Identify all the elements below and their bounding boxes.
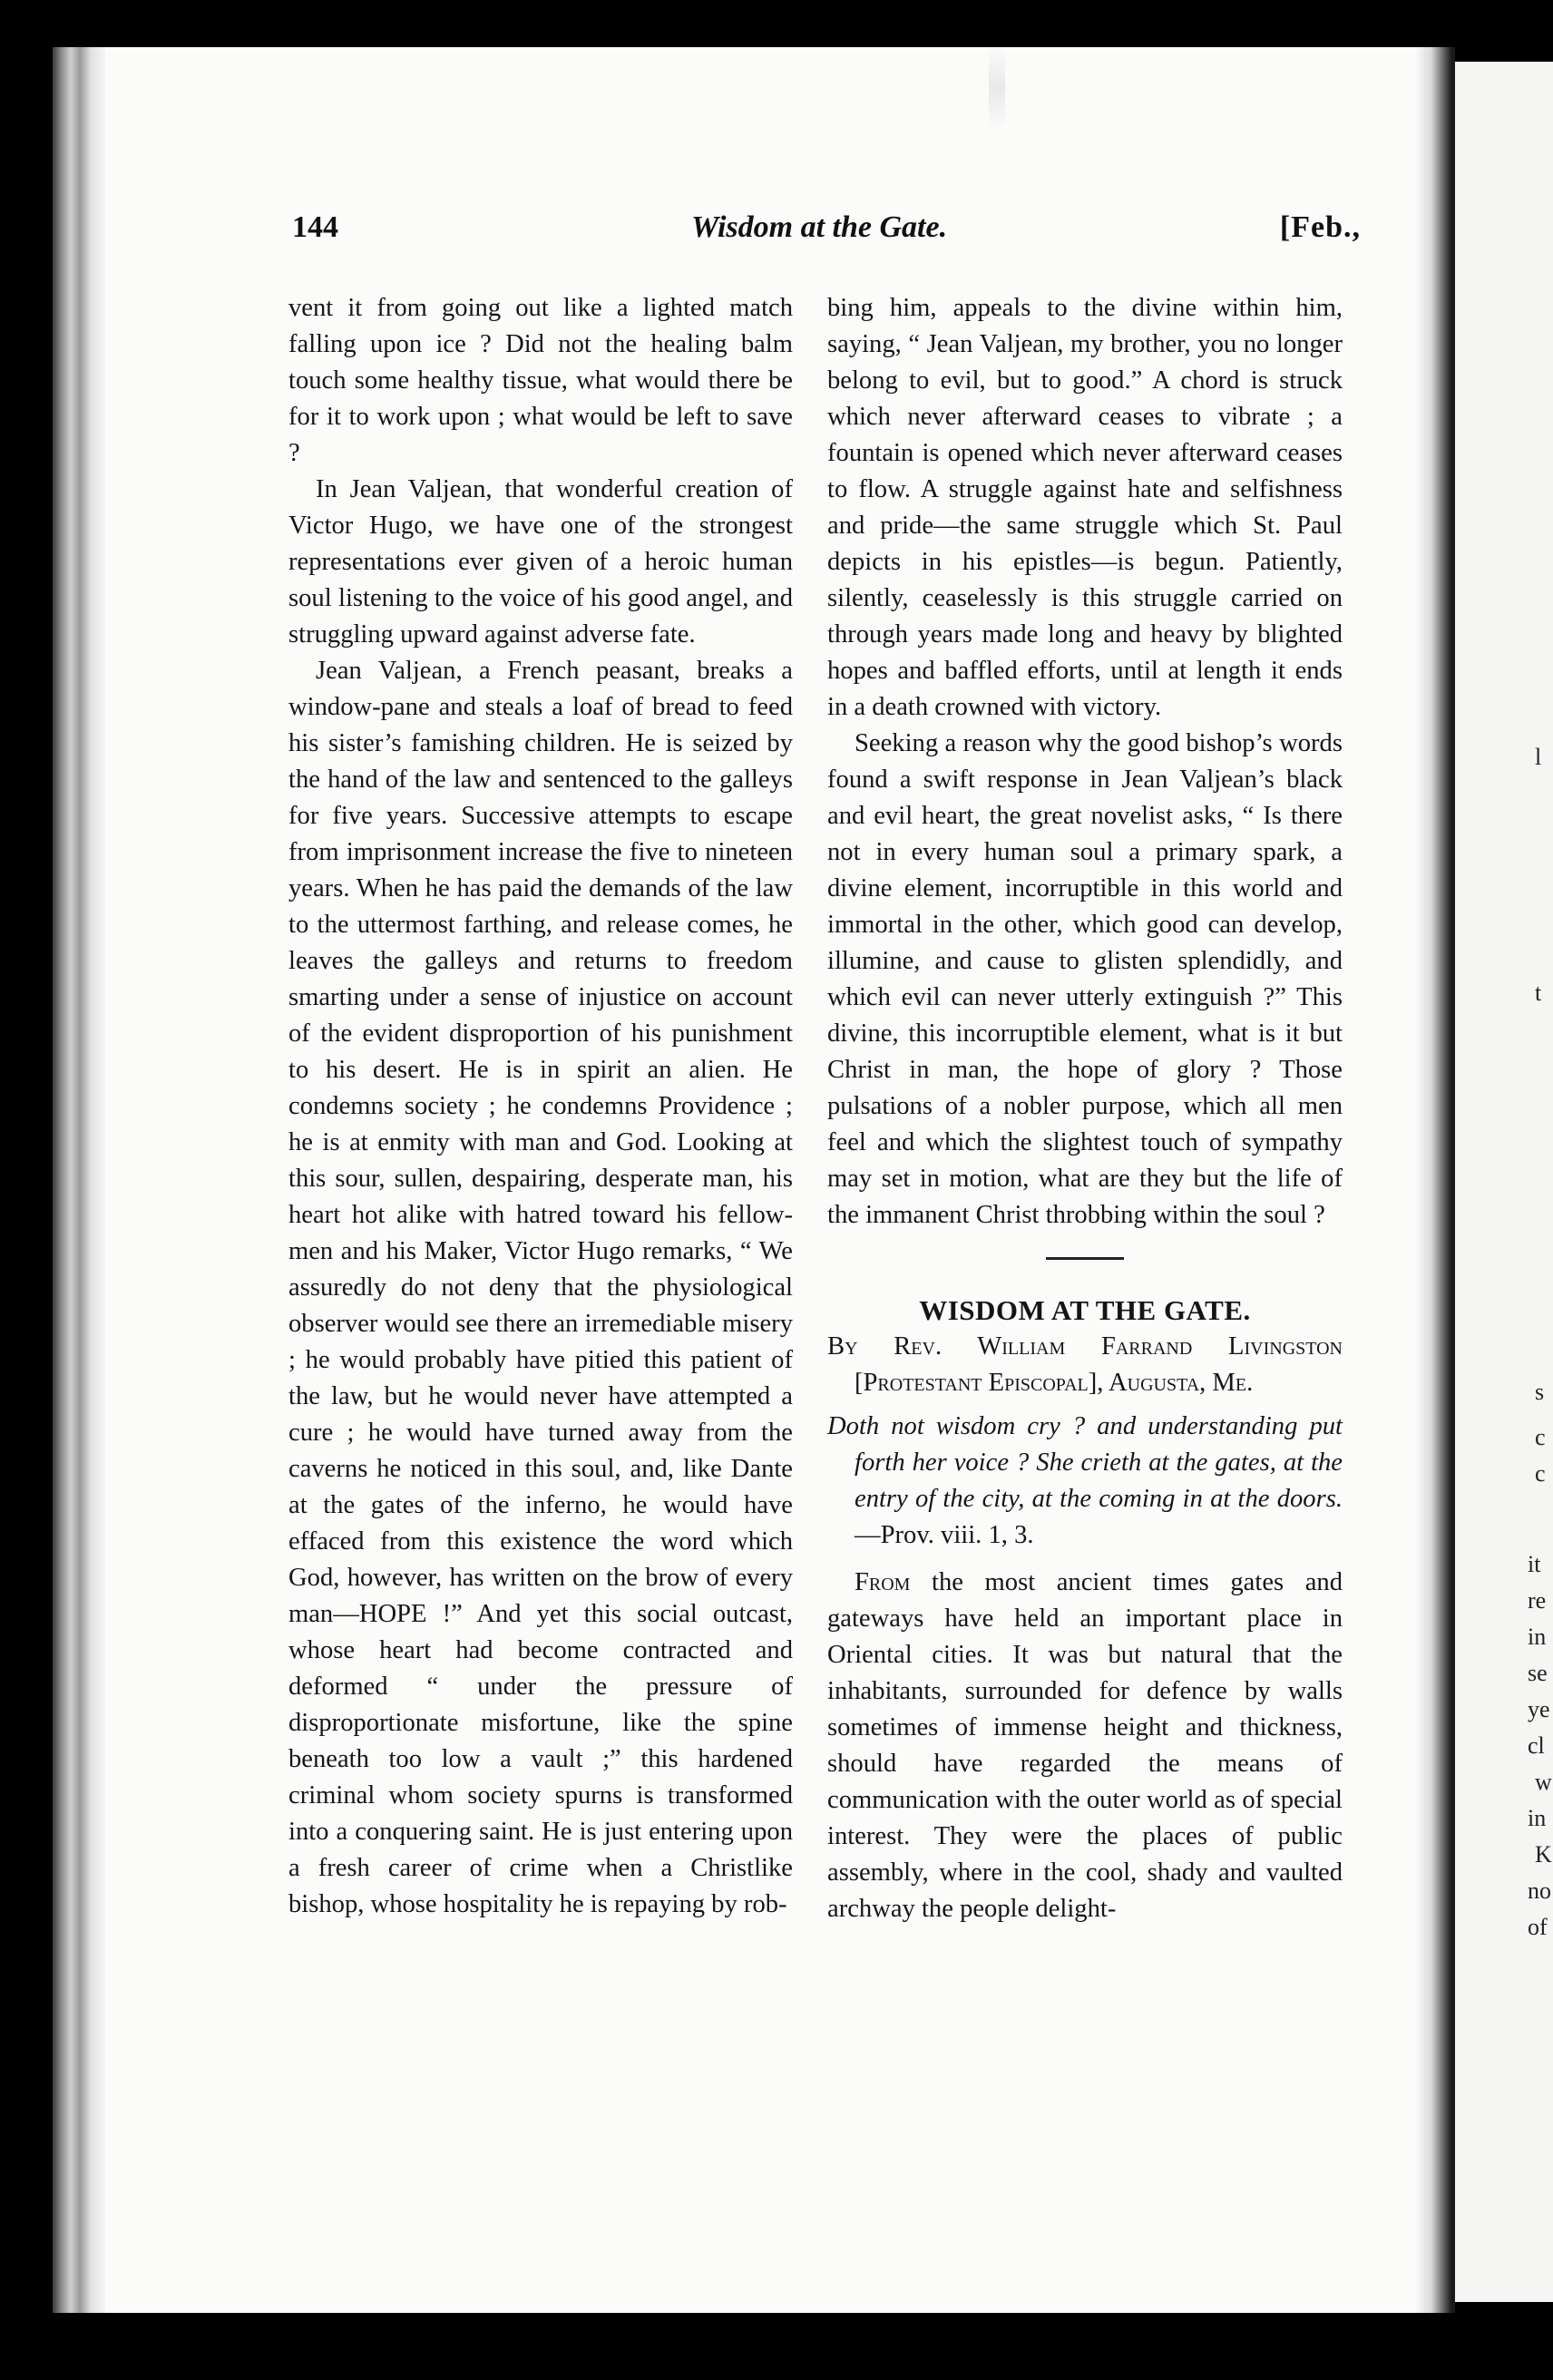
facing-page-fragment: s xyxy=(1535,1379,1545,1405)
epigraph-reference: —Prov. viii. 1, 3. xyxy=(855,1521,1034,1549)
facing-page-fragment: no xyxy=(1528,1878,1551,1904)
paragraph xyxy=(827,1565,1343,1927)
page-edge-stack xyxy=(53,47,105,2313)
facing-page-fragment: in xyxy=(1528,1805,1547,1831)
running-title: Wisdom at the Gate. xyxy=(691,210,948,244)
facing-page-fragment: t xyxy=(1535,980,1542,1006)
paragraph: In Jean Valjean, that wonderful creation of Victor Hugo, we have one of the strongest representations ever given of a heroic human soul listening to the voice of his good angel, and struggling upward against adverse fate. xyxy=(288,475,793,649)
facing-page-fragment: w xyxy=(1535,1769,1552,1795)
facing-page-fragment: of xyxy=(1528,1914,1548,1940)
running-header xyxy=(292,210,1361,256)
book-gutter xyxy=(1415,47,1455,2313)
facing-page-fragment: in xyxy=(1528,1624,1547,1650)
byline: By Rev. William Farrand Livingston [Protestant Episcopal], Augusta, Me. xyxy=(827,1332,1343,1397)
paragraph: Jean Valjean, a French peasant, breaks a window-pane and steals a loaf of bread to feed his sister’s famishing children. He is seized by the hand of the law and sentenced to the galleys for five years. Successive attempts to escape from imprisonment increase the five to nineteen years. When he has paid the demands of the law to the uttermost farthing, and release comes, he leaves the galleys and returns to freedom smarting under a sense of injustice on account of the evident disproportion of his punishment to his desert. He is in spirit an alien. He condemns society ; he condemns Providence ; he is at enmity with man and God. Looking at this sour, sullen, despairing, desperate man, his heart hot alike with hatred toward his fellow-men and his Maker, Victor Hugo remarks, “ We assuredly do not deny that the physiological observer would see there an irremediable misery ; he would probably have pitied this patient of the law, but he would never have attempted a cure ; he would have turned away from the caverns he noticed in this soul, and, like Dante at the gates of the inferno, he would have effaced from this existence the word which God, however, has written on the brow of every man—HOPE !” And yet this social outcast, whose heart had become contracted and deformed “ under the pressure of disproportionate misfortune, like the spine beneath too low a vault ;” this hardened criminal whom society spurns is transformed into a conquering saint. He is just entering upon a fresh career of crime when a Christlike bishop, whose hospitality he is repaying by rob- xyxy=(288,657,793,1918)
facing-page-fragment: it xyxy=(1528,1551,1541,1577)
facing-page-fragment: K xyxy=(1535,1841,1552,1868)
facing-page-fragment: l xyxy=(1535,744,1542,770)
left-column xyxy=(288,290,793,1923)
opening-text: the most ancient times gates and gateways have held an important place in Oriental cities. It was but natural that the inhabitants, surrounded for defence by walls sometimes of immense height and thickness, should have regarded the means of communication with the outer world as of special interest. They were the places of public assembly, where in the cool, shady and vaulted archway the people delight- xyxy=(827,1568,1343,1923)
month-marker: [Feb., xyxy=(1279,210,1361,244)
facing-page-fragment: c xyxy=(1535,1424,1546,1450)
facing-page-fragment: re xyxy=(1528,1587,1547,1614)
facing-page-fragment: cl xyxy=(1528,1732,1545,1759)
paragraph: Seeking a reason why the good bishop’s words found a swift response in Jean Valjean’s black and evil heart, the great novelist asks, “ Is there not in every human soul a primary spark, a divine element, incorruptible in this world and immortal in the other, which good can develop, illumine, and cause to glisten splendidly, and which evil can never utterly extinguish ?” This divine, this incorruptible element, what is it but Christ in man, the hope of glory ? Those pulsations of a nobler purpose, which all men feel and which the slightest touch of sympathy may set in motion, what are they but the life of the immanent Christ throbbing within the soul ? xyxy=(827,729,1343,1229)
article-title: WISDOM AT THE GATE. xyxy=(919,1294,1251,1326)
page-number: 144 xyxy=(292,210,338,244)
epigraph-text: Doth not wisdom cry ? and understanding put forth her voice ? She crieth at the gates, at the entry of the city, at the coming in at the doors. xyxy=(827,1412,1343,1513)
facing-page-fragment: c xyxy=(1535,1460,1546,1487)
scan-smudge xyxy=(989,47,1005,129)
epigraph xyxy=(827,1409,1343,1554)
section-rule xyxy=(1046,1257,1124,1260)
facing-page xyxy=(1455,62,1553,2302)
opening-word: From xyxy=(855,1568,911,1596)
facing-page-fragment: se xyxy=(1528,1660,1548,1686)
paragraph: vent it from going out like a lighted match falling upon ice ? Did not the healing balm touch some healthy tissue, what would there be for it to work upon ; what would be left to save ? xyxy=(288,294,793,467)
paragraph: bing him, appeals to the divine within him, saying, “ Jean Valjean, my brother, you no longer belong to evil, but to good.” A chord is struck which never afterward ceases to vibrate ; a fountain is opened which never afterward ceases to flow. A struggle against hate and selfishness and pride—the same struggle which St. Paul depicts in his epistles—is begun. Patiently, silently, ceaselessly is this struggle carried on through years made long and heavy by blighted hopes and baffled efforts, until at length it ends in a death crowned with victory. xyxy=(827,294,1343,721)
facing-page-fragment: ye xyxy=(1528,1696,1550,1722)
right-column xyxy=(827,290,1343,1927)
